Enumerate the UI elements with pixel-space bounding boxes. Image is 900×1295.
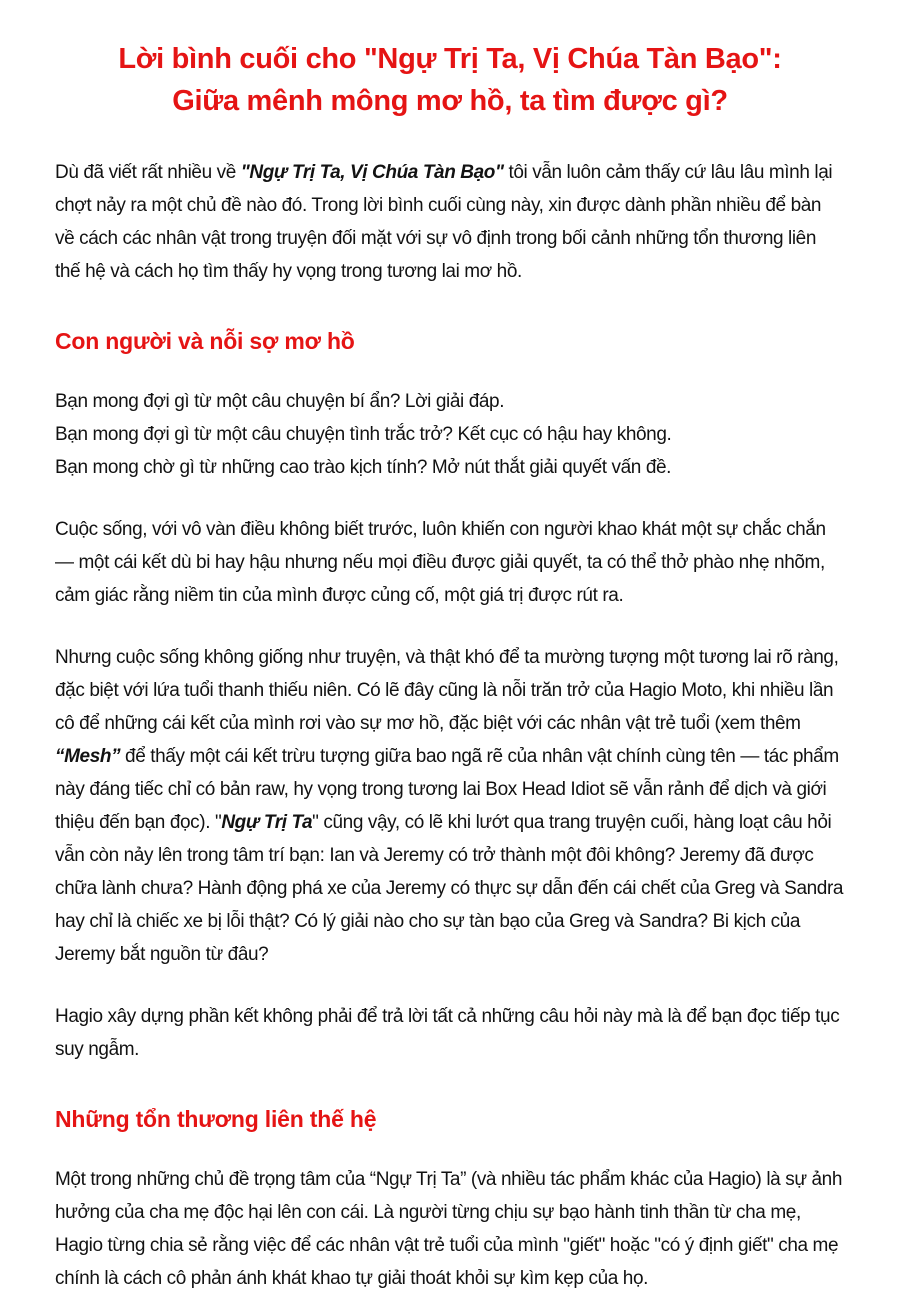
paragraph-life-vs-story	[55, 641, 845, 971]
intro-text: tôi vẫn luôn cảm thấy cứ lâu lâu mình lại chợt nảy ra một chủ đề nào đó. Trong lời bình cuối cùng này, xin được dành phần nhiều để bàn về cách các nhân vật trong truyện đối mặt với sự vô định trong bối cảnh những tổn thương liên thế hệ và cách họ tìm thấy hy vọng trong tương lai mơ hồ.	[55, 162, 833, 282]
section-heading-fear-of-ambiguity: Con người và nỗi sợ mơ hồ	[55, 328, 355, 354]
section-heading-generational-trauma: Những tổn thương liên thế hệ	[55, 1106, 377, 1132]
qa-line-mystery: Bạn mong đợi gì từ một câu chuyện bí ẩn? Lời giải đáp.	[55, 391, 505, 412]
paragraph-certainty: Cuộc sống, với vô vàn điều không biết trước, luôn khiến con người khao khát một sự chắc chắn — một cái kết dù bi hay hậu nhưng nếu mọi điều được giải quyết, ta có thể thở phào nhẹ nhõm, cảm giác rằng niềm tin của mình được củng cố, một giá trị được rút ra.	[55, 519, 826, 606]
qa-lines-block	[55, 385, 845, 484]
page-title	[55, 38, 845, 122]
page-title-line-2: Giữa mênh mông mơ hồ, ta tìm được gì?	[172, 85, 728, 117]
mesh-title-reference: “Mesh”	[55, 746, 121, 767]
life-text: Nhưng cuộc sống không giống như truyện, và thật khó để ta mường tượng một tương lai rõ ràng, đặc biệt với lứa tuổi thanh thiếu niên. Có lẽ đây cũng là nỗi trăn trở của Hagio Moto, khi nhiều lần cô để những cái kết của mình rơi vào sự mơ hồ, đặc biệt với các nhân vật trẻ tuổi (xem thêm	[55, 647, 839, 734]
manga-title-reference: "Ngự Trị Ta, Vị Chúa Tàn Bạo"	[240, 162, 504, 183]
paragraph-intro	[55, 156, 845, 288]
qa-line-romance: Bạn mong đợi gì từ một câu chuyện tình trắc trở? Kết cục có hậu hay không.	[55, 424, 672, 445]
life-text: " cũng vậy, có lẽ khi lướt qua trang truyện cuối, hàng loạt câu hỏi vẫn còn nảy lên trong tâm trí bạn: Ian và Jeremy có trở thành một đôi không? Jeremy đã được chữa lành chưa? Hành động phá xe của Jeremy có thực sự dẫn đến cái chết của Greg và Sandra hay chỉ là chiếc xe bị lỗi thật? Có lý giải nào cho sự tàn bạo của Greg và Sandra? Bi kịch của Jeremy bắt nguồn từ đâu?	[55, 812, 844, 965]
qa-line-drama: Bạn mong chờ gì từ những cao trào kịch tính? Mở nút thắt giải quyết vấn đề.	[55, 457, 672, 478]
intro-text: Dù đã viết rất nhiều về	[55, 162, 241, 183]
paragraph-hagio-ending: Hagio xây dựng phần kết không phải để trả lời tất cả những câu hỏi này mà là để bạn đọc tiếp tục suy ngẫm.	[55, 1006, 840, 1060]
paragraph-generational-trauma: Một trong những chủ đề trọng tâm của “Ngự Trị Ta” (và nhiều tác phẩm khác của Hagio) là sự ảnh hưởng của cha mẹ độc hại lên con cái. Là người từng chịu sự bạo hành tinh thần từ cha mẹ, Hagio từng chia sẻ rằng việc để các nhân vật trẻ tuổi của mình "giết" hoặc "có ý định giết" cha mẹ chính là cách cô phản ánh khát khao tự giải thoát khỏi sự kìm kẹp của họ.	[55, 1169, 843, 1289]
page-title-line-1: Lời bình cuối cho "Ngự Trị Ta, Vị Chúa Tàn Bạo":	[118, 43, 782, 75]
manga-title-reference: Ngự Trị Ta	[221, 812, 313, 833]
life-text: để thấy một cái kết trừu tượng giữa bao ngã rẽ của nhân vật chính cùng tên — tác phẩm này đáng tiếc chỉ có bản raw, hy vọng trong tương lai Box Head Idiot sẽ vẫn rảnh để dịch và giới thiệu đến bạn đọc). "	[55, 746, 839, 833]
